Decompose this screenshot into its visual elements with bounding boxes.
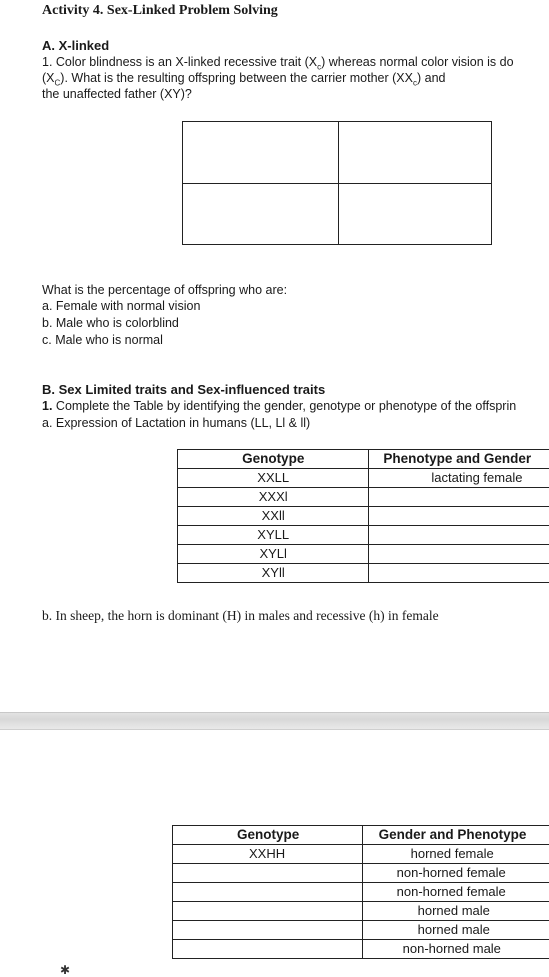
question-1-line-2: $(X_C)$. What is the resulting offspring between the carrier mother $(XX_c)$ and xyxy=(42,70,446,92)
table-row xyxy=(173,940,549,959)
phenotype-cell[interactable] xyxy=(369,488,549,507)
phenotype-cell: non-horned female xyxy=(362,864,549,883)
genotype-cell: XXll xyxy=(178,507,369,526)
genotype-header: Genotype xyxy=(178,450,369,469)
table-row xyxy=(178,507,549,526)
genotype-cell: XXLL xyxy=(178,469,369,488)
table-row xyxy=(178,564,549,583)
genotype-cell[interactable] xyxy=(173,902,363,921)
phenotype-cell[interactable] xyxy=(369,564,549,583)
table-header-row xyxy=(173,826,549,845)
page-title: Activity 4. Sex-Linked Problem Solving xyxy=(42,3,278,19)
genotype-cell[interactable]: XXHH xyxy=(173,845,363,864)
phenotype-cell: horned male xyxy=(362,902,549,921)
genotype-cell[interactable] xyxy=(173,864,363,883)
percentage-prompt: What is the percentage of offspring who are: xyxy=(42,282,287,298)
phenotype-cell: non-horned female xyxy=(362,883,549,902)
genotype-cell: XYll xyxy=(178,564,369,583)
phenotype-header: Phenotype and Gender xyxy=(369,450,549,469)
genotype-cell[interactable] xyxy=(173,921,363,940)
phenotype-cell[interactable] xyxy=(369,526,549,545)
genotype-cell[interactable] xyxy=(173,883,363,902)
phenotype-cell: non-horned male xyxy=(362,940,549,959)
sheep-subheading: b. In sheep, the horn is dominant (H) in males and recessive (h) in female xyxy=(42,608,439,624)
phenotype-cell[interactable]: lactating female xyxy=(369,469,549,488)
question-1-line-1: 1. Color blindness is an X-linked recessive trait $(X_c)$ whereas normal color vision is do xyxy=(42,54,514,76)
section-b-heading: B. Sex Limited traits and Sex-influenced traits xyxy=(42,382,325,397)
phenotype-cell[interactable] xyxy=(369,545,549,564)
table-row xyxy=(173,921,549,940)
table-header-row xyxy=(178,450,549,469)
phenotype-cell[interactable] xyxy=(369,507,549,526)
table-row xyxy=(178,526,549,545)
option-a: a. Female with normal vision xyxy=(42,298,200,314)
phenotype-cell: horned female xyxy=(362,845,549,864)
table-row xyxy=(173,845,549,864)
lactation-subheading: a. Expression of Lactation in humans (LL, Ll & ll) xyxy=(42,415,310,431)
sheep-horn-table xyxy=(172,825,549,959)
lactation-table xyxy=(177,449,549,583)
page-divider xyxy=(0,712,549,730)
genotype-cell: XYLl xyxy=(178,545,369,564)
option-b: b. Male who is colorblind xyxy=(42,315,179,331)
section-a-heading: A. X-linked xyxy=(42,38,109,53)
genotype-cell: XXXl xyxy=(178,488,369,507)
table-row xyxy=(178,545,549,564)
table-row xyxy=(178,469,549,488)
table-row xyxy=(178,488,549,507)
genotype-cell[interactable] xyxy=(173,940,363,959)
question-1-line-3: the unaffected father (XY)? xyxy=(42,86,192,102)
section-b-instruction: 1. Complete the Table by identifying the gender, genotype or phenotype of the offsprin xyxy=(42,398,516,414)
genotype-header: Genotype xyxy=(173,826,363,845)
partial-icon: ✱ xyxy=(60,963,70,977)
gender-phenotype-header: Gender and Phenotype xyxy=(362,826,549,845)
punnett-square[interactable] xyxy=(182,121,492,245)
table-row xyxy=(173,864,549,883)
table-row xyxy=(173,883,549,902)
phenotype-cell: horned male xyxy=(362,921,549,940)
option-c: c. Male who is normal xyxy=(42,332,163,348)
genotype-cell: XYLL xyxy=(178,526,369,545)
table-row xyxy=(173,902,549,921)
